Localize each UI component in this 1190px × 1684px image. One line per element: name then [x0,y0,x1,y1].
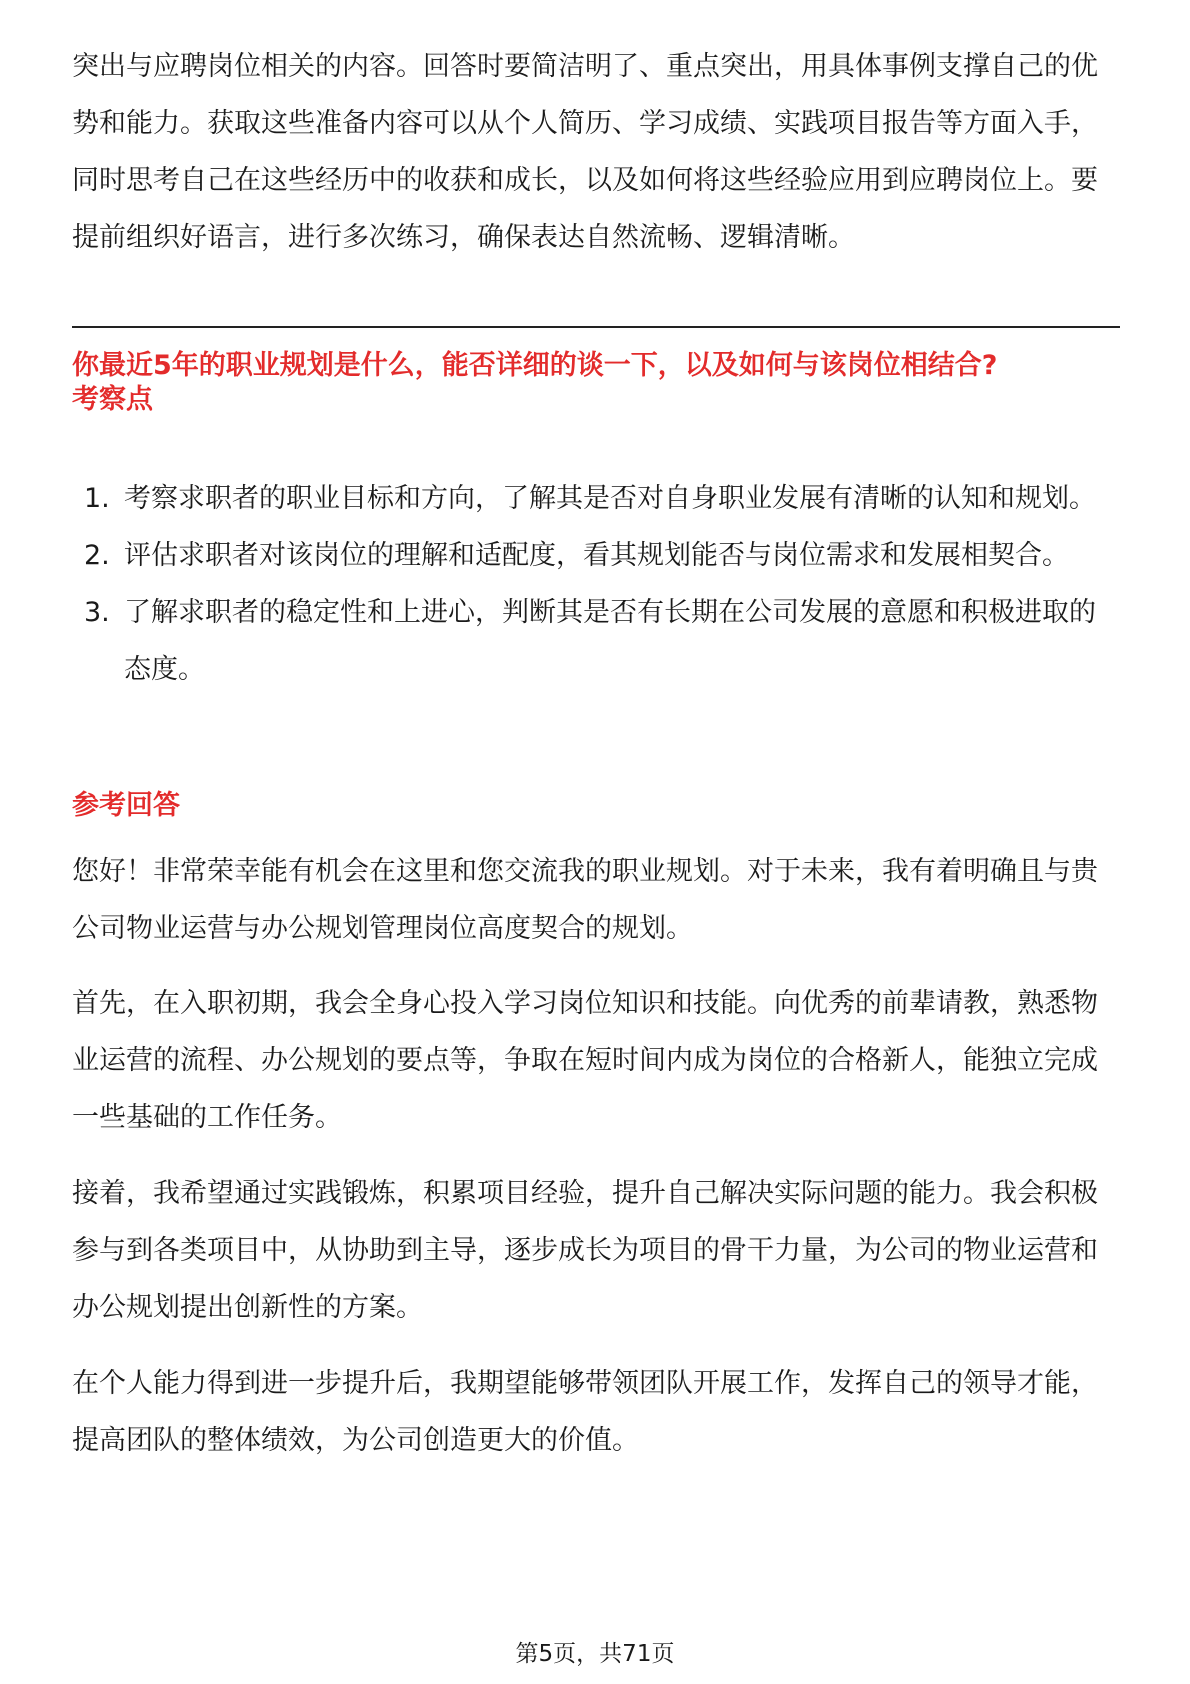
answer-paragraph: 首先，在入职初期，我会全身心投入学习岗位知识和技能。向优秀的前辈请教，熟悉物业运营的流程、办公规划的要点等，争取在短时间内成为岗位的合格新人，能独立完成一些基础的工作任务。 [72,988,1098,1133]
list-text: 了解求职者的稳定性和上进心，判断其是否有长期在公司发展的意愿和积极进取的态度。 [124,597,1096,685]
list-number: 3. [84,597,110,628]
list-item [72,470,1118,527]
examination-points-list [72,470,1118,698]
examination-heading: 考察点 [72,384,153,415]
answer-paragraph: 接着，我希望通过实践锻炼，积累项目经验，提升自己解决实际问题的能力。我会积极参与到各类项目中，从协助到主导，逐步成长为项目的骨干力量，为公司的物业运营和办公规划提出创新性的方案。 [72,1178,1098,1323]
page-number-footer: 第5页，共71页 [515,1641,675,1667]
list-number: 2. [84,540,110,571]
list-text: 考察求职者的职业目标和方向，了解其是否对自身职业发展有清晰的认知和规划。 [124,483,1096,514]
answer-paragraph: 您好！非常荣幸能有机会在这里和您交流我的职业规划。对于未来，我有着明确且与贵公司物业运营与办公规划管理岗位高度契合的规划。 [72,856,1098,944]
question-heading: 你最近5年的职业规划是什么，能否详细的谈一下，以及如何与该岗位相结合? [72,350,998,381]
list-text: 评估求职者对该岗位的理解和适配度，看其规划能否与岗位需求和发展相契合。 [124,540,1069,571]
list-item [72,527,1118,584]
section-divider [72,326,1120,328]
answer-heading: 参考回答 [72,790,180,821]
answer-paragraph: 在个人能力得到进一步提升后，我期望能够带领团队开展工作，发挥自己的领导才能，提高团队的整体绩效，为公司创造更大的价值。 [72,1368,1098,1456]
intro-paragraph: 突出与应聘岗位相关的内容。回答时要简洁明了、重点突出，用具体事例支撑自己的优势和能力。获取这些准备内容可以从个人简历、学习成绩、实践项目报告等方面入手，同时思考自己在这些经历中的收获和成长，以及如何将这些经验应用到应聘岗位上。要提前组织好语言，进行多次练习，确保表达自然流畅、逻辑清晰。 [72,51,1098,253]
list-item [72,584,1118,698]
list-number: 1. [84,483,110,514]
